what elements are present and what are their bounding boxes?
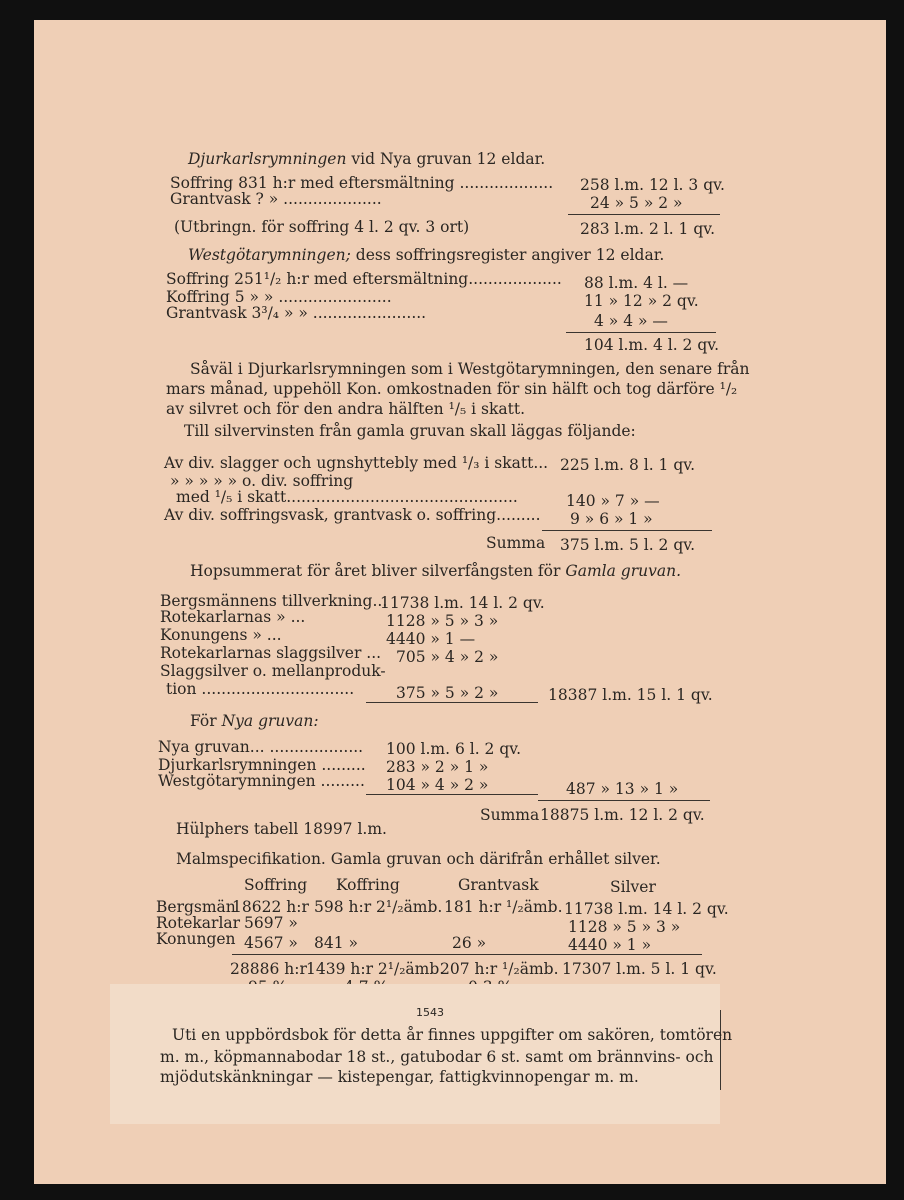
row-value: 1128 » 5 » 3 » xyxy=(386,612,499,630)
heading-italic: Djurkarlsrymningen xyxy=(188,150,347,168)
section-heading-djurkarl xyxy=(188,150,545,168)
summa-value: 375 l.m. 5 l. 2 qv. xyxy=(560,536,696,554)
table-total-cell: 17307 l.m. 5 l. 1 qv. xyxy=(562,960,717,978)
table-cell: 4440 » 1 » xyxy=(568,936,652,954)
column-header: Grantvask xyxy=(458,876,539,894)
row-label: Rotekarlarnas » ... xyxy=(160,608,306,626)
row-label: med ¹/₅ i skatt............................................... xyxy=(176,488,518,506)
summa-label: Summa xyxy=(486,534,546,552)
row-label: (Utbringn. för soffring 4 l. 2 qv. 3 ort) xyxy=(174,218,470,236)
row-label: Av div. slagger och ugnshyttebly med ¹/₃ i skatt... xyxy=(164,454,549,472)
row-label: Bergsmännens tillverkning... xyxy=(160,592,388,610)
row-value: 140 » 7 » — xyxy=(566,492,660,510)
subheading-text: För xyxy=(190,712,217,730)
sum-rule xyxy=(366,702,538,703)
row-label: Konungens » ... xyxy=(160,626,282,644)
paragraph-text: Hopsummerat för året bliver silverfångsten för xyxy=(190,562,561,580)
table-row-name: Rotekarlar xyxy=(156,914,241,932)
paragraph-line: mars månad, uppehöll Kon. omkostnaden för sin hälft och tog därföre ¹/₂ xyxy=(166,380,738,398)
row-label: Grantvask 3³/₄ » » ....................... xyxy=(166,304,427,322)
paragraph-italic: Gamla gruvan. xyxy=(565,562,682,580)
column-header: Soffring xyxy=(244,876,308,894)
row-value: 11738 l.m. 14 l. 2 qv. xyxy=(380,594,545,612)
row-value: 705 » 4 » 2 » xyxy=(396,648,499,666)
heading-italic: Westgötarymningen; xyxy=(188,246,351,264)
table-cell: 11738 l.m. 14 l. 2 qv. xyxy=(564,900,729,918)
handwritten-year: 1543 xyxy=(416,1006,444,1019)
column-header: Koffring xyxy=(336,876,400,894)
row-value: 283 » 2 » 1 » xyxy=(386,758,489,776)
row-label: Av div. soffringsvask, grantvask o. soffring......... xyxy=(164,506,541,524)
table-row-name: Konungen xyxy=(156,930,236,948)
row-value: 375 » 5 » 2 » xyxy=(396,684,499,702)
row-label: Nya gruvan... ................... xyxy=(158,738,364,756)
row-value: 9 » 6 » 1 » xyxy=(570,510,653,528)
row-label: Soffring 831 h:r med eftersmältning ................... xyxy=(170,174,554,192)
row-total: 104 l.m. 4 l. 2 qv. xyxy=(584,336,720,354)
column-header: Silver xyxy=(610,878,656,896)
row-value: 24 » 5 » 2 » xyxy=(590,194,683,212)
row-value: 100 l.m. 6 l. 2 qv. xyxy=(386,740,522,758)
heading-rest: dess soffringsregister angiver 12 eldar. xyxy=(355,246,665,264)
note-line: Uti en uppbördsbok för detta år finnes uppgifter om sakören, tomtören xyxy=(172,1026,733,1044)
summa-value: 18875 l.m. 12 l. 2 qv. xyxy=(540,806,705,824)
subheading-italic: Nya gruvan: xyxy=(221,712,319,730)
heading-rest: vid Nya gruvan 12 eldar. xyxy=(351,150,546,168)
sum-rule xyxy=(366,794,538,795)
table-cell: 1128 » 5 » 3 » xyxy=(568,918,681,936)
paragraph-line: Till silvervinsten från gamla gruvan skall läggas följande: xyxy=(184,422,636,440)
slip-edge xyxy=(720,1010,721,1090)
row-value: 283 l.m. 2 l. 1 qv. xyxy=(580,220,716,238)
row-label: Rotekarlarnas slaggsilver ... xyxy=(160,644,382,662)
summa-label: Summa xyxy=(480,806,540,824)
subheading-nya xyxy=(190,712,319,730)
table-total-cell: 207 h:r ¹/₂ämb. xyxy=(440,960,559,978)
row-value: 104 » 4 » 2 » xyxy=(386,776,489,794)
note-line: mjödutskänkningar — kistepengar, fattigkvinnopengar m. m. xyxy=(160,1068,639,1086)
row-value: 4440 » 1 — xyxy=(386,630,476,648)
paragraph-line: av silvret och för den andra hälften ¹/₅ i skatt. xyxy=(166,400,526,418)
row-label: » » » » » o. div. soffring xyxy=(170,472,354,490)
table-row-name: Bergsmän xyxy=(156,898,236,916)
row-total: 18387 l.m. 15 l. 1 qv. xyxy=(548,686,713,704)
table-cell: 5697 » xyxy=(244,914,298,932)
sum-rule xyxy=(538,800,710,801)
table-cell: 4567 » xyxy=(244,934,298,952)
row-value: 258 l.m. 12 l. 3 qv. xyxy=(580,176,725,194)
sum-rule xyxy=(232,954,702,955)
row-label: Djurkarlsrymningen ......... xyxy=(158,756,366,774)
row-value: 4 » 4 » — xyxy=(594,312,668,330)
table-total-cell: 28886 h:r xyxy=(230,960,307,978)
note-line: m. m., köpmannabodar 18 st., gatubodar 6 st. samt om brännvins- och xyxy=(160,1048,714,1066)
section-heading-westgota xyxy=(188,246,664,264)
sum-rule xyxy=(568,214,720,215)
row-value: 225 l.m. 8 l. 1 qv. xyxy=(560,456,696,474)
hulphers-note: Hülphers tabell 18997 l.m. xyxy=(176,820,387,838)
paragraph-line: Såväl i Djurkarlsrymningen som i Westgötarymningen, den senare från xyxy=(190,360,750,378)
table-cell: 598 h:r 2¹/₂ämb. xyxy=(314,898,443,916)
table-cell: 18622 h:r xyxy=(232,898,309,916)
row-label: Koffring 5 » » ....................... xyxy=(166,288,392,306)
sum-rule xyxy=(542,530,712,531)
table-cell: 26 » xyxy=(452,934,487,952)
paragraph-line xyxy=(190,562,681,580)
table-total-cell: 1439 h:r 2¹/₂ämb. xyxy=(306,960,445,978)
row-label: tion ............................... xyxy=(166,680,355,698)
table-cell: 841 » xyxy=(314,934,358,952)
row-label: Westgötarymningen ......... xyxy=(158,772,365,790)
row-label: Grantvask ? » .................... xyxy=(170,190,382,208)
sum-rule xyxy=(566,332,716,333)
row-value: 88 l.m. 4 l. — xyxy=(584,274,689,292)
row-value: 11 » 12 » 2 qv. xyxy=(584,292,699,310)
table-heading: Malmspecifikation. Gamla gruvan och därifrån erhållet silver. xyxy=(176,850,661,868)
row-value: 487 » 13 » 1 » xyxy=(566,780,679,798)
row-label: Slaggsilver o. mellanproduk- xyxy=(160,662,386,680)
table-cell: 181 h:r ¹/₂ämb. xyxy=(444,898,563,916)
row-label: Soffring 251¹/₂ h:r med eftersmältning................... xyxy=(166,270,562,288)
